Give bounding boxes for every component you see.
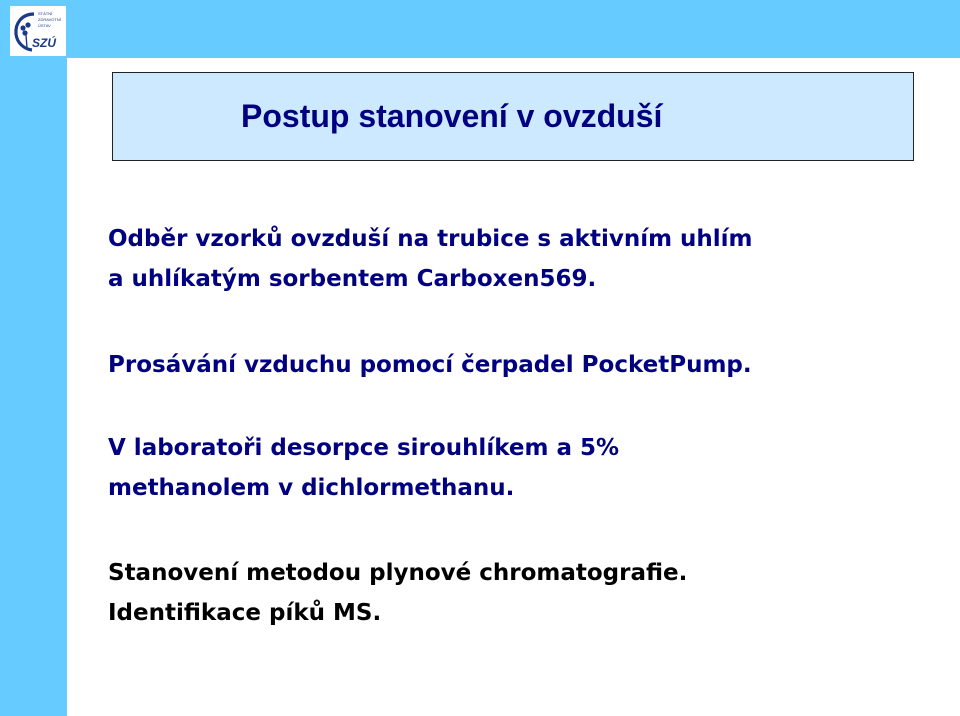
szu-logo-graphic <box>10 6 66 56</box>
paragraph-line: methanolem v dichlormethanu. <box>108 475 515 501</box>
paragraph-determination <box>108 553 687 633</box>
paragraph-line: V laboratoři desorpce sirouhlíkem a 5% <box>108 435 620 461</box>
paragraph-sampling <box>108 219 753 299</box>
logo-line-3: ÚSTAV <box>38 23 51 28</box>
logo-line-2: ZDRAVOTNÍ <box>38 17 61 22</box>
szu-logo <box>10 6 66 56</box>
paragraph-line: Odběr vzorků ovzduší na trubice s aktivním uhlím <box>108 226 753 252</box>
logo-line-1: STÁTNÍ <box>38 11 53 16</box>
title-box <box>112 72 914 161</box>
paragraph-line: Prosávání vzduchu pomocí čerpadel PocketPump. <box>108 352 752 378</box>
top-accent-bar <box>0 0 960 58</box>
paragraph-line: Stanovení metodou plynové chromatografie. <box>108 560 688 586</box>
slide-title: Postup stanovení v ovzduší <box>241 98 663 134</box>
paragraph-line: a uhlíkatým sorbentem Carboxen569. <box>108 266 597 292</box>
left-accent-bar <box>0 0 67 716</box>
paragraph-line: Identifikace píků MS. <box>108 600 382 626</box>
logo-abbr: SZÚ <box>32 36 56 50</box>
paragraph-pumping <box>108 345 752 385</box>
paragraph-desorption <box>108 428 619 508</box>
